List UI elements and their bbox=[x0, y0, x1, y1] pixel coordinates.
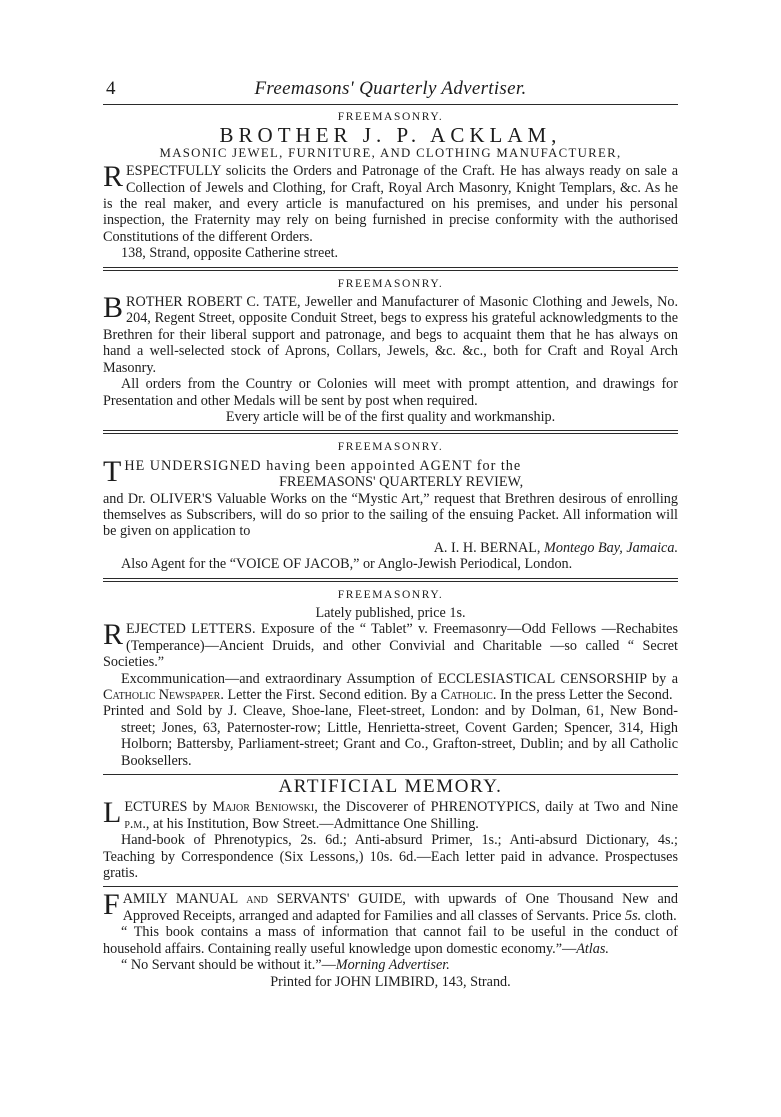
manual-description: SERVANTS' GUIDE, with upwards of One Thousand New and Approved Receipts, arranged and adapted for Families and all classes of Servants. Price bbox=[122, 891, 678, 924]
lecturer-name: Major Beniowski, bbox=[212, 799, 318, 816]
divider bbox=[103, 886, 678, 887]
ad-title: ARTIFICIAL MEMORY. bbox=[278, 776, 503, 798]
printers-list: Printed and Sold by J. Cleave, Shoe-lane, Fleet-street, London: and by Dolman, 61, New Bond-street; Jones, 63, Paternoster-row; Little, Henrietta-street, Covent Garden; Spencer, 314, High Holborn; Battersby, Parliament-street; Grant and Co., Grafton-street, Dublin; and by all Catholic Booksellers. bbox=[103, 703, 678, 769]
artificial-memory-advertisement bbox=[103, 776, 679, 882]
manual-price: 5s. bbox=[625, 907, 642, 924]
ad-body: ROTHER ROBERT C. TATE, Jeweller and Manufacturer of Masonic Clothing and Jewels, No. 204, Regent Street, opposite Conduit Street, begs to express his grateful acknowledgments to the Brethren for their liberal support and patronage, and begs to acquaint them that he has always on hand a well-selected stock of Aprons, Collars, Jewels, &c. &c., both for Craft and Royal Arch Masonry. bbox=[103, 294, 678, 376]
press-note: In the press Letter the Second. bbox=[499, 687, 673, 703]
handbook-prices: Hand-book of Phrenotypics, 2s. 6d.; Anti-absurd Primer, 1s.; Anti-absurd Dictionary, 4s.; Teaching by Correspondence (Six Lessons,) 10s. 6d.—Each letter paid in advance. Prospectuses gratis. bbox=[103, 832, 678, 882]
excommunication-text bbox=[103, 671, 678, 704]
page-header bbox=[103, 78, 678, 104]
quote-text: “ This book contains a mass of information that cannot fail to be useful in the conduct of household affairs. Containing really useful knowledge upon domestic economy.”— bbox=[103, 924, 678, 957]
page-number: 4 bbox=[106, 78, 116, 99]
divider bbox=[103, 430, 678, 434]
lecture-time: p.m., bbox=[124, 815, 150, 832]
ad-body: and Dr. OLIVER'S Valuable Works on the “Mystic Art,” request that Brethren desirous of enrolling themselves as Subscribers, will do so prior to the sailing of the ensuing Packet. All information will be given on application to bbox=[103, 490, 678, 540]
lecture-lead: ECTURES by bbox=[124, 799, 207, 816]
section-kicker: FREEMASONRY. bbox=[337, 588, 444, 601]
ad-body: ESPECTFULLY solicits the Orders and Patronage of the Craft. He has always ready on sale a Collection of Jewels and Clothing, for Craft, Royal Arch Masonry, Knight Templars, &c. As he is the real maker, and every article is manufactured on his premises, and under his personal inspection, the Fraternity may rely on being furnished in precise conformity with the authorised Constitutions of the different Orders. bbox=[103, 163, 678, 245]
lecture-detail: the Discoverer of PHRENOTYPICS, daily at Two and Nine bbox=[323, 799, 679, 816]
quote-source: Morning Advertiser. bbox=[335, 957, 450, 974]
divider bbox=[103, 104, 678, 105]
agent-note: Also Agent for the “VOICE OF JACOB,” or Anglo-Jewish Periodical, London. bbox=[121, 556, 573, 573]
rejected-letters-advertisement bbox=[103, 587, 678, 769]
publication-note: Lately published, price 1s. bbox=[315, 604, 466, 621]
divider bbox=[103, 774, 678, 775]
divider bbox=[103, 578, 678, 582]
section-kicker: FREEMASONRY. bbox=[337, 441, 444, 454]
ad-title-line: EJECTED LETTERS. Exposure of the “ Tablet” v. Freemasonry—Odd Fellows —Rechabites (Temperance)—Ancient Druids, and other Convivial and Charitable —so called “ Secret Societies.” bbox=[103, 621, 678, 671]
quote-source: Atlas. bbox=[576, 940, 609, 957]
divider bbox=[103, 267, 678, 271]
manual-title: AMILY MANUAL bbox=[122, 891, 238, 908]
tate-advertisement bbox=[103, 276, 678, 426]
signature-place: Montego Bay, Jamaica. bbox=[544, 539, 678, 556]
lecture-venue: at his Institution, Bow Street.—Admittance One Shilling. bbox=[152, 815, 479, 832]
drop-cap: R bbox=[103, 160, 124, 194]
ad-subheadline: MASONIC JEWEL, FURNITURE, AND CLOTHING MANUFACTURER, bbox=[159, 145, 622, 160]
catholic-author: Catholic. bbox=[440, 687, 497, 703]
ad-tagline: Every article will be of the first quality and workmanship. bbox=[225, 408, 556, 425]
signature-name: A. I. H. BERNAL, bbox=[433, 539, 541, 556]
page-content bbox=[103, 104, 678, 990]
ad-headline: BROTHER J. P. ACKLAM, bbox=[219, 123, 562, 148]
section-kicker: FREEMASONRY. bbox=[337, 277, 444, 290]
ad-body-orders: All orders from the Country or Colonies will meet with prompt attention, and drawings for Presentation and other Medals will be sent by post when required. bbox=[103, 376, 678, 409]
drop-cap: T bbox=[103, 454, 122, 488]
drop-cap: F bbox=[103, 888, 120, 922]
bernal-advertisement bbox=[103, 439, 678, 572]
ad-line: HE UNDERSIGNED having been appointed AGENT for the bbox=[124, 457, 522, 474]
drop-cap: R bbox=[103, 618, 124, 652]
manual-and: and bbox=[246, 891, 268, 908]
printed-for: Printed for JOHN LIMBIRD, 143, Strand. bbox=[270, 973, 511, 990]
letter-first: Letter the First. Second edition. By a bbox=[227, 687, 438, 703]
morning-advertiser-quote bbox=[103, 957, 678, 973]
excommunication-lead: Excommunication—and extraordinary Assumption of ECCLESIASTICAL CENSORSHIP by a bbox=[121, 670, 678, 687]
ad-address: 138, Strand, opposite Catherine street. bbox=[121, 245, 339, 262]
section-kicker: FREEMASONRY. bbox=[337, 111, 444, 123]
review-title: FREEMASONS' QUARTERLY REVIEW, bbox=[279, 474, 524, 491]
running-title: Freemasons' Quarterly Advertiser. bbox=[254, 78, 527, 99]
manual-binding: cloth. bbox=[644, 907, 677, 924]
acklam-advertisement bbox=[103, 109, 678, 262]
catholic-newspaper: Catholic Newspaper. bbox=[103, 687, 224, 703]
drop-cap: B bbox=[103, 291, 124, 325]
drop-cap: L bbox=[103, 796, 122, 830]
family-manual-advertisement bbox=[103, 888, 678, 990]
ad-signature bbox=[103, 540, 678, 556]
atlas-quote bbox=[103, 924, 678, 957]
quote-text: “ No Servant should be without it.”— bbox=[121, 957, 336, 974]
